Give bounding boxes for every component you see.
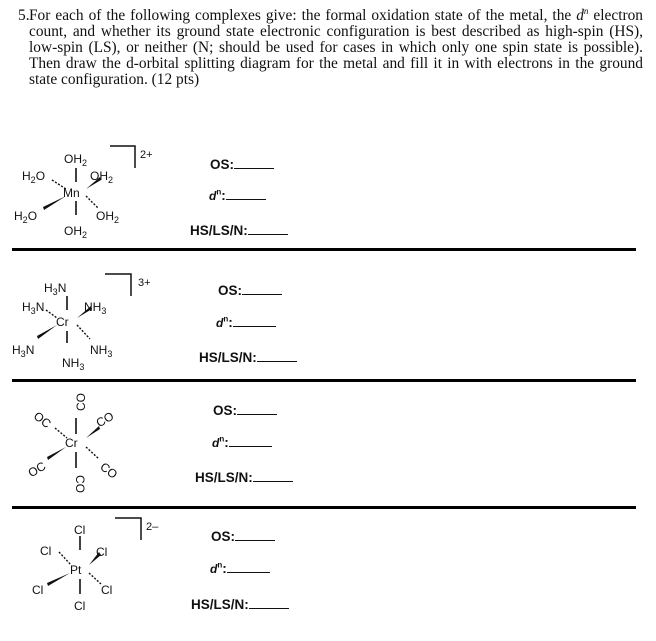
ligand-lower-left: $H_3N$ — [12, 343, 35, 359]
ligand-upper-left: OC — [30, 408, 54, 431]
ligand-lower-left: Cl — [32, 583, 44, 597]
metal-label: Cr — [65, 436, 78, 450]
os-blank[interactable] — [242, 282, 282, 295]
ligand-bottom: CO — [73, 475, 87, 493]
os-field: OS: — [211, 528, 275, 544]
complex-2-structure — [0, 268, 185, 378]
complex-4-structure — [0, 512, 185, 622]
ligand-upper-left: Cl — [40, 544, 52, 558]
charge-label: 2+ — [140, 149, 153, 161]
spin-blank[interactable] — [257, 349, 297, 362]
ligand-lower-right: $NH_3$ — [90, 343, 113, 359]
question-5 — [18, 5, 643, 88]
charge-bracket — [115, 518, 141, 540]
ligand-lower-left: OC — [25, 458, 49, 481]
ligand-top: $H_3N$ — [44, 281, 67, 297]
charge-bracket — [105, 274, 131, 296]
section-divider — [12, 379, 636, 382]
charge-bracket — [110, 146, 135, 168]
section-divider — [12, 506, 636, 509]
spin-blank[interactable] — [248, 222, 288, 235]
os-blank[interactable] — [235, 528, 275, 541]
ligand-upper-left: $H_3N$ — [22, 300, 45, 316]
ligand-bottom: Cl — [74, 599, 86, 613]
ligand-top: CO — [74, 393, 88, 411]
os-blank[interactable] — [237, 402, 277, 415]
spin-field: HS/LS/N: — [191, 596, 289, 612]
dn-field: $d^n$: — [209, 187, 266, 203]
os-field: OS: — [213, 402, 277, 418]
complex-1-structure — [0, 140, 185, 250]
ligand-upper-right: Cl — [96, 545, 108, 559]
dn-blank[interactable] — [229, 434, 272, 447]
dn-field: $d^n$: — [210, 560, 270, 576]
ligand-lower-right: CO — [97, 459, 121, 482]
charge-label: 3+ — [138, 277, 151, 289]
ligand-top: $OH_2$ — [64, 152, 88, 168]
dn-field: $d^n$: — [216, 314, 276, 330]
ligand-bottom: $NH_3$ — [62, 356, 85, 372]
ligand-lower-right: $OH_2$ — [96, 209, 120, 225]
spin-field: HS/LS/N: — [199, 349, 297, 365]
spin-blank[interactable] — [253, 469, 293, 482]
complex-3-structure — [0, 384, 185, 504]
ligand-top: Cl — [74, 523, 86, 537]
spin-field: HS/LS/N: — [195, 469, 293, 485]
metal-label: Mn — [63, 186, 80, 200]
spin-blank[interactable] — [249, 596, 289, 609]
dn-blank[interactable] — [227, 560, 270, 573]
ligand-upper-right: CO — [93, 408, 117, 431]
os-field: OS: — [210, 156, 274, 172]
os-blank[interactable] — [234, 156, 274, 169]
dn-blank[interactable] — [233, 314, 276, 327]
question-number: 5. — [18, 7, 30, 24]
charge-label: 2– — [146, 521, 159, 533]
ligand-lower-left: $H_2O$ — [14, 209, 38, 225]
spin-field: HS/LS/N: — [190, 222, 288, 238]
metal-label: Pt — [70, 563, 82, 577]
os-field: OS: — [218, 282, 282, 298]
ligand-upper-right: $NH_3$ — [84, 300, 107, 316]
ligand-lower-right: Cl — [101, 583, 113, 597]
metal-label: Cr — [56, 315, 69, 329]
dn-blank[interactable] — [226, 187, 266, 200]
dn-field: $d^n$: — [212, 434, 272, 450]
ligand-upper-right: $OH_2$ — [90, 169, 114, 185]
ligand-bottom: $OH_2$ — [64, 224, 88, 240]
question-text: For each of the following complexes give: the formal oxidation state of the metal, the $d^n$ electron count, and whether its ground state electronic configuration is best described as high-spin (HS), low-spin (LS), or neither (N; should be used for cases in which only one spin state is possible). Then draw the d-orbital splitting diagram for the metal and fill it in with electrons in the ground state configuration. (12 pts) — [29, 5, 643, 88]
ligand-upper-left: $H_2O$ — [22, 169, 46, 185]
